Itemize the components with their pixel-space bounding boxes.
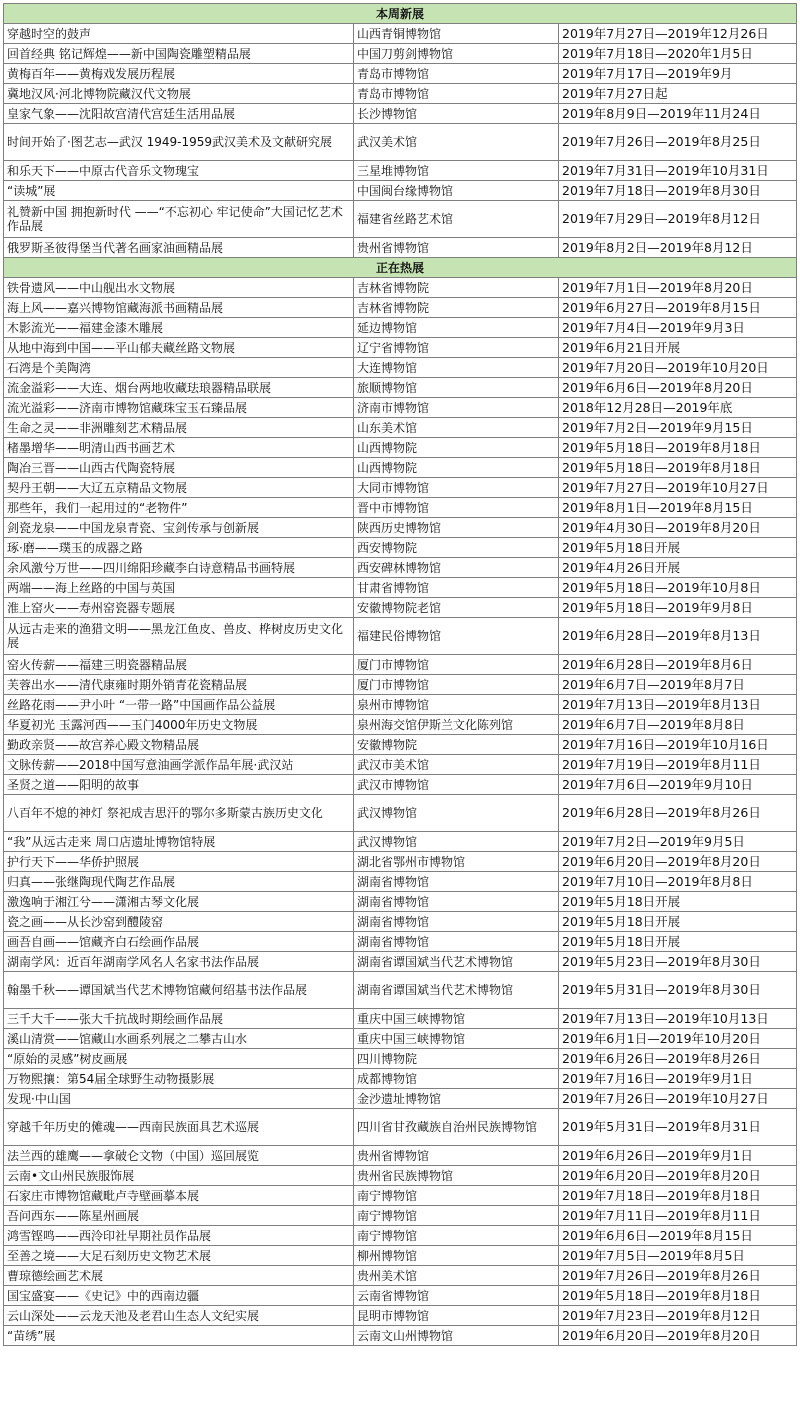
exhibition-name-cell: 和乐天下——中原古代音乐文物瑰宝 [4, 161, 354, 181]
venue-cell: 武汉市博物馆 [354, 775, 559, 795]
venue-cell: 南宁博物馆 [354, 1206, 559, 1226]
table-row [4, 675, 797, 695]
table-row [4, 1246, 797, 1266]
venue-cell: 长沙博物馆 [354, 104, 559, 124]
venue-cell: 山西博物院 [354, 438, 559, 458]
exhibition-name-cell: 激逸响于湘江兮——潇湘古琴文化展 [4, 892, 354, 912]
exhibition-name-cell: 湖南学风：近百年湖南学风名人名家书法作品展 [4, 952, 354, 972]
venue-cell: 泉州市博物馆 [354, 695, 559, 715]
date-cell: 2019年6月28日—2019年8月26日 [559, 795, 797, 832]
exhibition-name-cell: 窑火传薪——福建三明瓷器精品展 [4, 655, 354, 675]
venue-cell: 吉林省博物院 [354, 278, 559, 298]
date-cell: 2019年7月13日—2019年10月13日 [559, 1009, 797, 1029]
table-row [4, 338, 797, 358]
table-row [4, 892, 797, 912]
table-row [4, 832, 797, 852]
exhibition-name-cell: 陶冶三晋——山西古代陶瓷特展 [4, 458, 354, 478]
exhibition-name-cell: 礼赞新中国 拥抱新时代 ——“不忘初心 牢记使命”大国记忆艺术作品展 [4, 201, 354, 238]
date-cell: 2019年5月18日—2019年8月18日 [559, 438, 797, 458]
table-row [4, 1146, 797, 1166]
exhibition-name-cell: 芙蓉出水——清代康雍时期外销青花瓷精品展 [4, 675, 354, 695]
exhibition-name-cell: 琢·磨——璞玉的成器之路 [4, 538, 354, 558]
exhibition-name-cell: 余风激兮万世——四川绵阳珍藏李白诗意精品书画特展 [4, 558, 354, 578]
date-cell: 2019年7月2日—2019年9月15日 [559, 418, 797, 438]
venue-cell: 武汉美术馆 [354, 124, 559, 161]
exhibition-name-cell: 淮上窑火——寿州窑瓷器专题展 [4, 598, 354, 618]
date-cell: 2019年6月20日—2019年8月20日 [559, 852, 797, 872]
venue-cell: 中国闽台缘博物馆 [354, 181, 559, 201]
date-cell: 2019年5月23日—2019年8月30日 [559, 952, 797, 972]
venue-cell: 云南文山州博物馆 [354, 1326, 559, 1346]
date-cell: 2019年7月26日—2019年8月25日 [559, 124, 797, 161]
venue-cell: 山东美术馆 [354, 418, 559, 438]
table-row [4, 735, 797, 755]
table-row [4, 1286, 797, 1306]
exhibition-name-cell: “我”从远古走来 周口店遗址博物馆特展 [4, 832, 354, 852]
exhibition-name-cell: 时间开始了·图艺志—武汉 1949-1959武汉美术及文献研究展 [4, 124, 354, 161]
table-row [4, 478, 797, 498]
exhibition-name-cell: 皇家气象——沈阳故宫清代宫廷生活用品展 [4, 104, 354, 124]
date-cell: 2019年7月18日—2019年8月18日 [559, 1186, 797, 1206]
table-row [4, 538, 797, 558]
exhibition-name-cell: 八百年不熄的神灯 祭祀成吉思汗的鄂尔多斯蒙古族历史文化 [4, 795, 354, 832]
venue-cell: 福建省丝路艺术馆 [354, 201, 559, 238]
exhibition-table [3, 3, 797, 1346]
exhibition-name-cell: 回首经典 铭记辉煌——新中国陶瓷雕塑精品展 [4, 44, 354, 64]
exhibition-name-cell: 文脉传薪——2018中国写意油画学派作品年展·武汉站 [4, 755, 354, 775]
exhibition-name-cell: 至善之境——大足石刻历史文物艺术展 [4, 1246, 354, 1266]
table-row [4, 161, 797, 181]
table-row [4, 1326, 797, 1346]
table-row [4, 358, 797, 378]
exhibition-name-cell: 契丹王朝——大辽五京精品文物展 [4, 478, 354, 498]
date-cell: 2019年7月5日—2019年8月5日 [559, 1246, 797, 1266]
venue-cell: 重庆中国三峡博物馆 [354, 1029, 559, 1049]
venue-cell: 延边博物馆 [354, 318, 559, 338]
venue-cell: 湖南省谭国斌当代艺术博物馆 [354, 952, 559, 972]
venue-cell: 晋中市博物馆 [354, 498, 559, 518]
table-row [4, 84, 797, 104]
table-row [4, 598, 797, 618]
venue-cell: 三星堆博物馆 [354, 161, 559, 181]
venue-cell: 济南市博物馆 [354, 398, 559, 418]
table-row [4, 24, 797, 44]
date-cell: 2019年5月18日开展 [559, 912, 797, 932]
table-row [4, 418, 797, 438]
exhibition-name-cell: 从地中海到中国——平山郁夫藏丝路文物展 [4, 338, 354, 358]
exhibition-name-cell: 木影流光——福建金漆木雕展 [4, 318, 354, 338]
venue-cell: 湖南省博物馆 [354, 872, 559, 892]
exhibition-name-cell: 发现·中山国 [4, 1089, 354, 1109]
table-row [4, 298, 797, 318]
exhibition-name-cell: 曹琼德绘画艺术展 [4, 1266, 354, 1286]
exhibition-name-cell: 穿越时空的鼓声 [4, 24, 354, 44]
exhibition-name-cell: 穿越千年历史的傩魂——西南民族面具艺术巡展 [4, 1109, 354, 1146]
table-row [4, 1009, 797, 1029]
date-cell: 2019年4月26日开展 [559, 558, 797, 578]
venue-cell: 青岛市博物馆 [354, 84, 559, 104]
date-cell: 2019年5月31日—2019年8月30日 [559, 972, 797, 1009]
table-row [4, 715, 797, 735]
venue-cell: 昆明市博物馆 [354, 1306, 559, 1326]
table-row [4, 1029, 797, 1049]
date-cell: 2019年5月18日开展 [559, 892, 797, 912]
venue-cell: 云南省博物馆 [354, 1286, 559, 1306]
exhibition-name-cell: 剑瓷龙泉——中国龙泉青瓷、宝剑传承与创新展 [4, 518, 354, 538]
table-row [4, 238, 797, 258]
venue-cell: 安徽博物院 [354, 735, 559, 755]
date-cell: 2019年7月4日—2019年9月3日 [559, 318, 797, 338]
venue-cell: 武汉博物馆 [354, 832, 559, 852]
exhibition-name-cell: 丝路花雨——尹小叶 “一带一路”中国画作品公益展 [4, 695, 354, 715]
exhibition-name-cell: 勤政亲贤——故宫养心殿文物精品展 [4, 735, 354, 755]
table-row [4, 378, 797, 398]
table-row [4, 44, 797, 64]
table-row [4, 1049, 797, 1069]
venue-cell: 西安碑林博物馆 [354, 558, 559, 578]
venue-cell: 厦门市博物馆 [354, 675, 559, 695]
exhibition-name-cell: 圣贤之道——阳明的故事 [4, 775, 354, 795]
venue-cell: 安徽博物院老馆 [354, 598, 559, 618]
date-cell: 2019年8月1日—2019年8月15日 [559, 498, 797, 518]
date-cell: 2019年7月26日—2019年10月27日 [559, 1089, 797, 1109]
table-row [4, 912, 797, 932]
date-cell: 2019年5月18日—2019年9月8日 [559, 598, 797, 618]
date-cell: 2019年7月13日—2019年8月13日 [559, 695, 797, 715]
table-row [4, 64, 797, 84]
exhibition-name-cell: 石家庄市博物馆藏毗卢寺壁画摹本展 [4, 1186, 354, 1206]
venue-cell: 贵州省博物馆 [354, 1146, 559, 1166]
venue-cell: 泉州海交馆伊斯兰文化陈列馆 [354, 715, 559, 735]
date-cell: 2019年7月16日—2019年9月1日 [559, 1069, 797, 1089]
venue-cell: 贵州省博物馆 [354, 238, 559, 258]
date-cell: 2019年7月17日—2019年9月 [559, 64, 797, 84]
date-cell: 2019年7月6日—2019年9月10日 [559, 775, 797, 795]
date-cell: 2019年7月26日—2019年8月26日 [559, 1266, 797, 1286]
exhibition-name-cell: 鸿雪铿鸣——西泠印社早期社员作品展 [4, 1226, 354, 1246]
date-cell: 2019年5月18日—2019年10月8日 [559, 578, 797, 598]
table-row [4, 618, 797, 655]
section-header [4, 258, 797, 278]
table-row [4, 458, 797, 478]
exhibition-name-cell: “读城”展 [4, 181, 354, 201]
exhibition-name-cell: 法兰西的雄鹰——拿破仑文物（中国）巡回展览 [4, 1146, 354, 1166]
table-row [4, 278, 797, 298]
table-row [4, 775, 797, 795]
table-row [4, 972, 797, 1009]
date-cell: 2019年6月21日开展 [559, 338, 797, 358]
exhibition-name-cell: 国宝盛宴——《史记》中的西南边疆 [4, 1286, 354, 1306]
date-cell: 2019年6月20日—2019年8月20日 [559, 1326, 797, 1346]
table-row [4, 952, 797, 972]
exhibition-name-cell: 吾问西东——陈星州画展 [4, 1206, 354, 1226]
table-row [4, 1109, 797, 1146]
table-row [4, 104, 797, 124]
table-row [4, 398, 797, 418]
venue-cell: 湖南省谭国斌当代艺术博物馆 [354, 972, 559, 1009]
venue-cell: 贵州美术馆 [354, 1266, 559, 1286]
date-cell: 2019年6月7日—2019年8月8日 [559, 715, 797, 735]
date-cell: 2019年5月18日开展 [559, 538, 797, 558]
venue-cell: 金沙遗址博物馆 [354, 1089, 559, 1109]
venue-cell: 山西博物院 [354, 458, 559, 478]
date-cell: 2019年7月2日—2019年9月5日 [559, 832, 797, 852]
exhibition-name-cell: 护行天下——华侨护照展 [4, 852, 354, 872]
exhibition-name-cell: 石湾是个美陶湾 [4, 358, 354, 378]
venue-cell: 四川博物院 [354, 1049, 559, 1069]
date-cell: 2019年6月20日—2019年8月20日 [559, 1166, 797, 1186]
exhibition-name-cell: 归真——张继陶现代陶艺作品展 [4, 872, 354, 892]
venue-cell: 西安博物院 [354, 538, 559, 558]
venue-cell: 湖北省鄂州市博物馆 [354, 852, 559, 872]
date-cell: 2019年7月27日—2019年12月26日 [559, 24, 797, 44]
table-row [4, 655, 797, 675]
exhibition-name-cell: 云南•文山州民族服饰展 [4, 1166, 354, 1186]
exhibition-name-cell: 那些年，我们一起用过的“老物件” [4, 498, 354, 518]
venue-cell: 重庆中国三峡博物馆 [354, 1009, 559, 1029]
table-row [4, 1206, 797, 1226]
date-cell: 2019年7月27日起 [559, 84, 797, 104]
table-row [4, 498, 797, 518]
venue-cell: 辽宁省博物馆 [354, 338, 559, 358]
date-cell: 2019年8月2日—2019年8月12日 [559, 238, 797, 258]
table-row [4, 852, 797, 872]
venue-cell: 厦门市博物馆 [354, 655, 559, 675]
venue-cell: 贵州省民族博物馆 [354, 1166, 559, 1186]
venue-cell: 成都博物馆 [354, 1069, 559, 1089]
exhibition-name-cell: 华夏初光 玉露河西——玉门4000年历史文物展 [4, 715, 354, 735]
exhibition-name-cell: 画吾自画——馆藏齐白石绘画作品展 [4, 932, 354, 952]
date-cell: 2019年6月6日—2019年8月20日 [559, 378, 797, 398]
table-row [4, 201, 797, 238]
table-row [4, 578, 797, 598]
table-row [4, 124, 797, 161]
exhibition-name-cell: 海上风——嘉兴博物馆藏海派书画精品展 [4, 298, 354, 318]
table-row [4, 695, 797, 715]
date-cell: 2019年7月10日—2019年8月8日 [559, 872, 797, 892]
venue-cell: 武汉市美术馆 [354, 755, 559, 775]
date-cell: 2019年6月1日—2019年10月20日 [559, 1029, 797, 1049]
venue-cell: 大同市博物馆 [354, 478, 559, 498]
venue-cell: 柳州博物馆 [354, 1246, 559, 1266]
date-cell: 2018年12月28日—2019年底 [559, 398, 797, 418]
venue-cell: 南宁博物馆 [354, 1226, 559, 1246]
exhibition-name-cell: 翰墨千秋——谭国斌当代艺术博物馆藏何绍基书法作品展 [4, 972, 354, 1009]
venue-cell: 吉林省博物院 [354, 298, 559, 318]
date-cell: 2019年7月11日—2019年8月11日 [559, 1206, 797, 1226]
venue-cell: 山西青铜博物馆 [354, 24, 559, 44]
date-cell: 2019年6月28日—2019年8月13日 [559, 618, 797, 655]
date-cell: 2019年6月6日—2019年8月15日 [559, 1226, 797, 1246]
date-cell: 2019年7月23日—2019年8月12日 [559, 1306, 797, 1326]
date-cell: 2019年5月18日—2019年8月18日 [559, 458, 797, 478]
date-cell: 2019年6月26日—2019年8月26日 [559, 1049, 797, 1069]
exhibition-name-cell: 生命之灵——非洲雕刻艺术精品展 [4, 418, 354, 438]
exhibition-name-cell: 黄梅百年——黄梅戏发展历程展 [4, 64, 354, 84]
table-row [4, 932, 797, 952]
table-row [4, 1266, 797, 1286]
venue-cell: 甘肃省博物馆 [354, 578, 559, 598]
date-cell: 2019年7月18日—2020年1月5日 [559, 44, 797, 64]
date-cell: 2019年7月19日—2019年8月11日 [559, 755, 797, 775]
table-row [4, 558, 797, 578]
date-cell: 2019年5月18日开展 [559, 932, 797, 952]
exhibition-name-cell: 两端——海上丝路的中国与英国 [4, 578, 354, 598]
venue-cell: 湖南省博物馆 [354, 932, 559, 952]
venue-cell: 旅顺博物馆 [354, 378, 559, 398]
table-row [4, 438, 797, 458]
table-row [4, 1186, 797, 1206]
venue-cell: 四川省甘孜藏族自治州民族博物馆 [354, 1109, 559, 1146]
section-title: 正在热展 [4, 258, 797, 278]
exhibition-name-cell: 铁骨遗风——中山舰出水文物展 [4, 278, 354, 298]
table-row [4, 872, 797, 892]
table-row [4, 518, 797, 538]
exhibition-name-cell: 溪山清赏——馆藏山水画系列展之二攀古山水 [4, 1029, 354, 1049]
venue-cell: 湖南省博物馆 [354, 912, 559, 932]
section-header [4, 4, 797, 24]
table-row [4, 318, 797, 338]
section-title: 本周新展 [4, 4, 797, 24]
table-row [4, 1069, 797, 1089]
venue-cell: 青岛市博物馆 [354, 64, 559, 84]
venue-cell: 大连博物馆 [354, 358, 559, 378]
date-cell: 2019年7月1日—2019年8月20日 [559, 278, 797, 298]
date-cell: 2019年7月31日—2019年10月31日 [559, 161, 797, 181]
venue-cell: 湖南省博物馆 [354, 892, 559, 912]
date-cell: 2019年6月7日—2019年8月7日 [559, 675, 797, 695]
exhibition-name-cell: 从远古走来的渔猎文明——黑龙江鱼皮、兽皮、桦树皮历史文化展 [4, 618, 354, 655]
table-row [4, 1226, 797, 1246]
venue-cell: 中国刀剪剑博物馆 [354, 44, 559, 64]
table-row [4, 1089, 797, 1109]
date-cell: 2019年7月16日—2019年10月16日 [559, 735, 797, 755]
exhibition-name-cell: 三千大千——张大千抗战时期绘画作品展 [4, 1009, 354, 1029]
date-cell: 2019年8月9日—2019年11月24日 [559, 104, 797, 124]
date-cell: 2019年4月30日—2019年8月20日 [559, 518, 797, 538]
table-row [4, 1166, 797, 1186]
exhibition-name-cell: 流金溢彩——大连、烟台两地收藏珐琅器精品联展 [4, 378, 354, 398]
exhibition-name-cell: 云山深处——云龙天池及老君山生态人文纪实展 [4, 1306, 354, 1326]
date-cell: 2019年6月28日—2019年8月6日 [559, 655, 797, 675]
exhibition-name-cell: 冀地汉风·河北博物院藏汉代文物展 [4, 84, 354, 104]
date-cell: 2019年7月20日—2019年10月20日 [559, 358, 797, 378]
date-cell: 2019年7月27日—2019年10月27日 [559, 478, 797, 498]
date-cell: 2019年5月31日—2019年8月31日 [559, 1109, 797, 1146]
date-cell: 2019年7月18日—2019年8月30日 [559, 181, 797, 201]
table-row [4, 755, 797, 775]
date-cell: 2019年7月29日—2019年8月12日 [559, 201, 797, 238]
exhibition-name-cell: 俄罗斯圣彼得堡当代著名画家油画精品展 [4, 238, 354, 258]
date-cell: 2019年5月18日—2019年8月18日 [559, 1286, 797, 1306]
venue-cell: 武汉博物馆 [354, 795, 559, 832]
exhibition-name-cell: 流光溢彩——济南市博物馆藏珠宝玉石臻品展 [4, 398, 354, 418]
date-cell: 2019年6月26日—2019年9月1日 [559, 1146, 797, 1166]
table-row [4, 181, 797, 201]
date-cell: 2019年6月27日—2019年8月15日 [559, 298, 797, 318]
exhibition-name-cell: 楮墨增华——明清山西书画艺术 [4, 438, 354, 458]
venue-cell: 福建民俗博物馆 [354, 618, 559, 655]
exhibition-name-cell: 瓷之画——从长沙窑到醴陵窑 [4, 912, 354, 932]
exhibition-name-cell: 万物熙攘：第54届全球野生动物摄影展 [4, 1069, 354, 1089]
exhibition-name-cell: “原始的灵感”树皮画展 [4, 1049, 354, 1069]
venue-cell: 陕西历史博物馆 [354, 518, 559, 538]
table-row [4, 1306, 797, 1326]
table-row [4, 795, 797, 832]
venue-cell: 南宁博物馆 [354, 1186, 559, 1206]
exhibition-name-cell: “苗绣”展 [4, 1326, 354, 1346]
